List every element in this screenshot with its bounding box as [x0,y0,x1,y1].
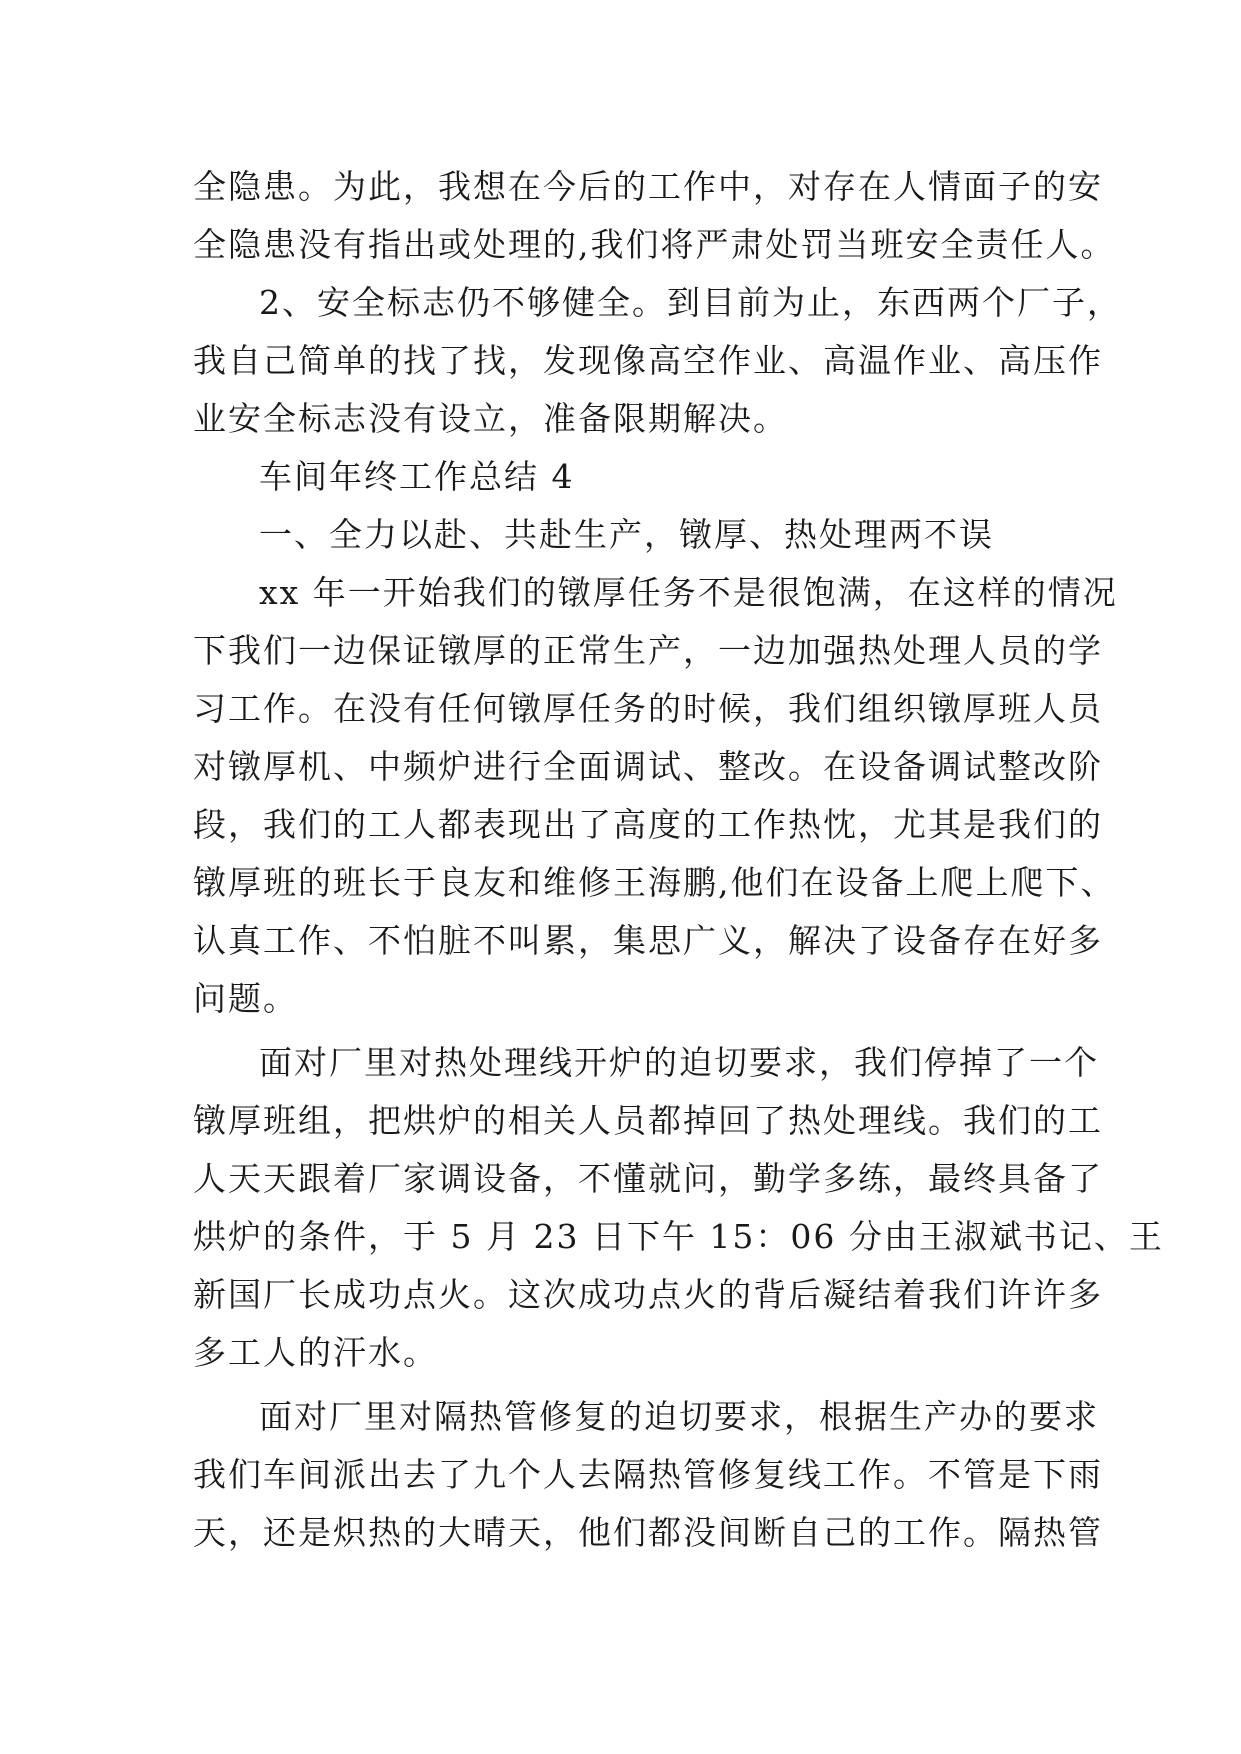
text-line: 面对厂里对隔热管修复的迫切要求，根据生产办的要求 [259,1397,1099,1436]
document-body [193,158,1164,1562]
text-line: xx 年一开始我们的镦厚任务不是很饱满，在这样的情况 [259,573,1118,612]
text-line: 段，我们的工人都表现出了高度的工作热忱，尤其是我们的 [193,805,1103,844]
text-line: 业安全标志没有设立，准备限期解决。 [193,399,788,438]
text-line: 我们车间派出去了九个人去隔热管修复线工作。不管是下雨 [193,1455,1103,1494]
text-line: 全隐患没有指出或处理的,我们将严肃处罚当班安全责任人。 [193,225,1116,264]
text-line: 镦厚班的班长于良友和维修王海鹏,他们在设备上爬上爬下、 [193,863,1116,902]
text-line: 认真工作、不怕脏不叫累，集思广义，解决了设备存在好多 [193,921,1103,960]
text-line: 烘炉的条件，于 5 月 23 日下午 15：06 分由王淑斌书记、王 [193,1217,1164,1256]
text-line: 2、安全标志仍不够健全。到目前为止，东西两个厂子， [259,283,1122,322]
text-line: 天，还是炽热的大晴天，他们都没间断自己的工作。隔热管 [193,1513,1103,1552]
text-line: 下我们一边保证镦厚的正常生产，一边加强热处理人员的学 [193,631,1103,670]
text-line: 镦厚班组，把烘炉的相关人员都掉回了热处理线。我们的工 [193,1101,1103,1140]
text-line: 人天天跟着厂家调设备，不懂就问，勤学多练，最终具备了 [193,1159,1103,1198]
text-line: 新国厂长成功点火。这次成功点火的背后凝结着我们许许多 [193,1275,1103,1314]
text-line: 习工作。在没有任何镦厚任务的时候，我们组织镦厚班人员 [193,689,1103,728]
section-heading: 车间年终工作总结 4 [259,457,575,496]
subsection-heading: 一、全力以赴、共赴生产，镦厚、热处理两不误 [259,515,994,554]
text-line: 问题。 [193,979,298,1018]
text-line: 多工人的汗水。 [193,1333,438,1372]
text-line: 面对厂里对热处理线开炉的迫切要求，我们停掉了一个 [259,1043,1099,1082]
text-line: 全隐患。为此，我想在今后的工作中，对存在人情面子的安 [193,167,1103,206]
text-line: 对镦厚机、中频炉进行全面调试、整改。在设备调试整改阶 [193,747,1103,786]
text-line: 我自己简单的找了找，发现像高空作业、高温作业、高压作 [193,341,1103,380]
